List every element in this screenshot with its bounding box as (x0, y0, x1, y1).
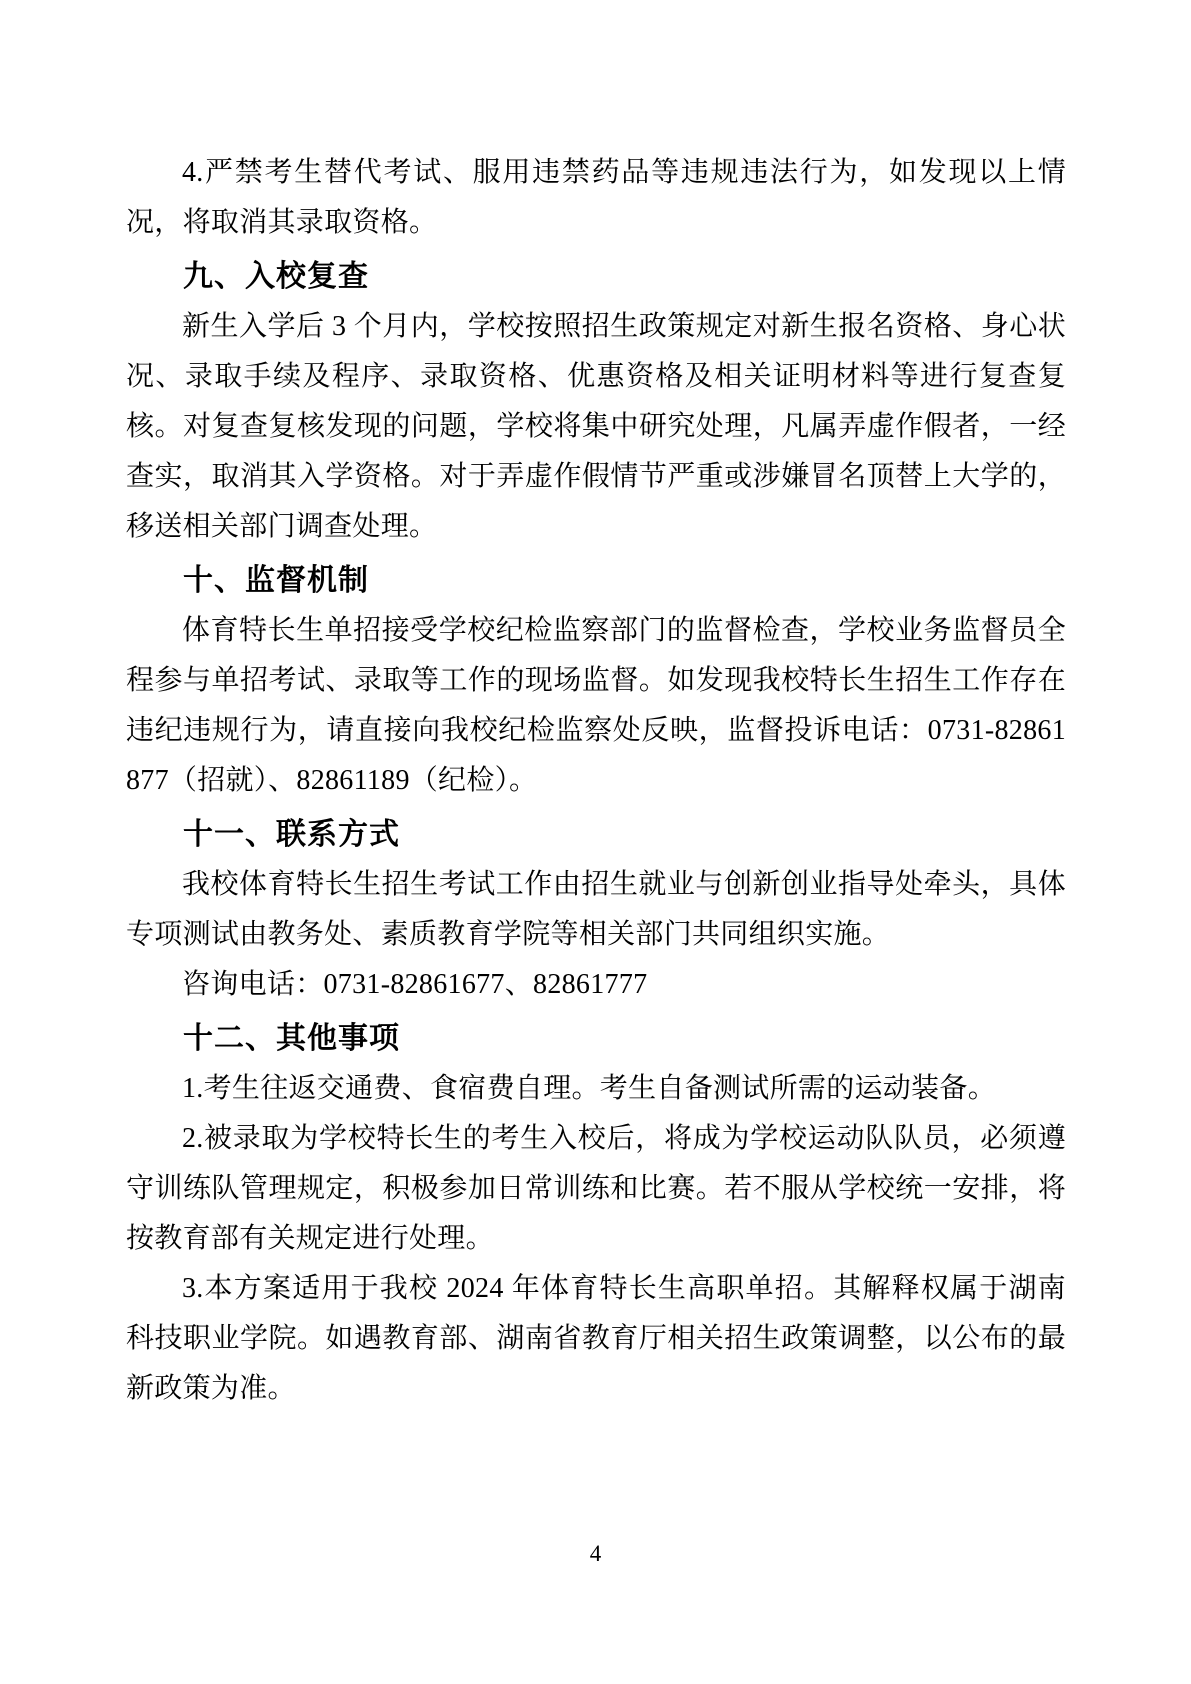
heading-section-9-entry-recheck: 九、入校复查 (183, 260, 369, 293)
paragraph-contact-departments: 我校体育特长生招生考试工作由招生就业与创新创业指导处牵头，具体专项测试由教务处、素质教育学院等相关部门共同组织实施。 (126, 869, 1066, 950)
paragraph-consult-phone: 咨询电话：0731-82861677、82861777 (182, 969, 648, 1000)
document-content (126, 148, 1066, 1414)
heading-section-12-other-matters: 十二、其他事项 (183, 1022, 400, 1055)
paragraph-supervision: 体育特长生单招接受学校纪检监察部门的监督检查，学校业务监督员全程参与单招考试、录取等工作的现场监督。如发现我校特长生招生工作存在违纪违规行为，请直接向我校纪检监察处反映，监督投诉电话：0731-82861877（招就）、82861189（纪检）。 (126, 615, 1066, 796)
paragraph-other-3-interpretation: 3.本方案适用于我校 2024 年体育特长生高职单招。其解释权属于湖南科技职业学院。如遇教育部、湖南省教育厅相关招生政策调整，以公布的最新政策为准。 (126, 1273, 1066, 1404)
paragraph-other-2-team-rules: 2.被录取为学校特长生的考生入校后，将成为学校运动队队员，必须遵守训练队管理规定，积极参加日常训练和比赛。若不服从学校统一安排，将按教育部有关规定进行处理。 (126, 1123, 1066, 1254)
heading-section-11-contact: 十一、联系方式 (183, 818, 400, 851)
page-number: 4 (589, 1541, 602, 1566)
paragraph-reexamination: 新生入学后 3 个月内，学校按照招生政策规定对新生报名资格、身心状况、录取手续及程序、录取资格、优惠资格及相关证明材料等进行复查复核。对复查复核发现的问题，学校将集中研究处理，凡属弄虚作假者，一经查实，取消其入学资格。对于弄虚作假情节严重或涉嫌冒名顶替上大学的，移送相关部门调查处理。 (126, 311, 1066, 542)
heading-section-10-supervision: 十、监督机制 (183, 564, 369, 597)
paragraph-cheating-ban: 4.严禁考生替代考试、服用违禁药品等违规违法行为，如发现以上情况，将取消其录取资格。 (126, 157, 1066, 238)
page-footer (0, 1540, 1191, 1568)
paragraph-other-1-expenses: 1.考生往返交通费、食宿费自理。考生自备测试所需的运动装备。 (182, 1073, 997, 1104)
